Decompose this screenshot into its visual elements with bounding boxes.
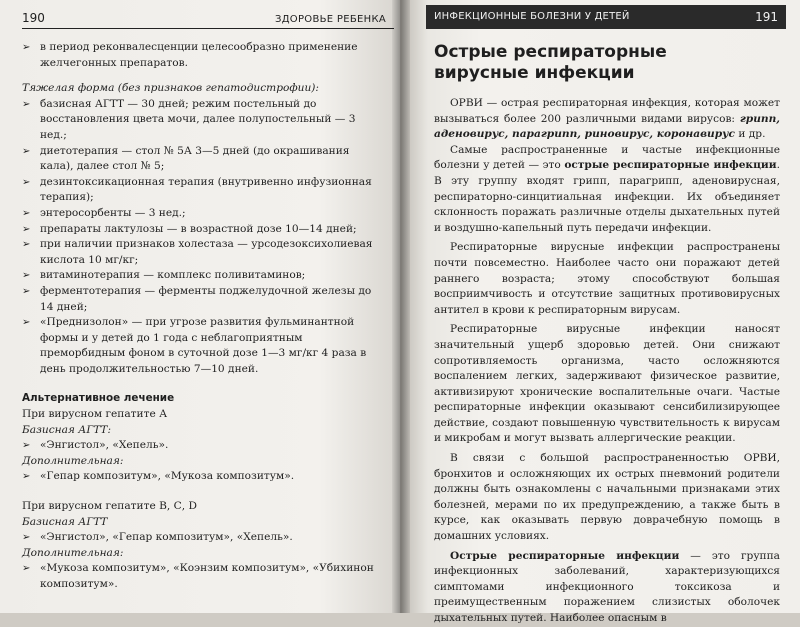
severe-bullet-text: диетотерапия — стол № 5А 3—5 дней (до окрашивания кала), далее стол № 5;: [40, 144, 350, 173]
arrow-bullet-icon: ➢: [22, 223, 31, 235]
severe-bullet: [22, 206, 374, 222]
severe-bullet-text: витаминотерапия — комплекс поливитаминов;: [40, 269, 306, 282]
book-gutter: [392, 0, 410, 613]
right-page-number: 191: [755, 10, 778, 24]
hepatitis-a-basic-item: [22, 438, 374, 454]
paragraph-6-text: — это группа инфекционных заболеваний, характеризующихся симптомами инфекционного токсикоза и преимущественным поражением слизистых оболочек дыхательных путей. Наиболее опасным в: [434, 549, 780, 624]
left-page-number: 190: [22, 11, 45, 25]
arrow-bullet-icon: ➢: [22, 317, 31, 329]
hepatitis-bcd-extra-label: Дополнительная:: [22, 546, 124, 559]
hepatitis-a-extra-text: «Гепар композитум», «Мукоза композитум».: [40, 470, 295, 483]
hepatitis-bcd-extra-text: «Мукоза композитум», «Коэнзим композитум», «Убихинон композитум».: [40, 562, 374, 590]
arrow-bullet-icon: ➢: [22, 285, 31, 297]
virus-list: грипп, аденовирус, парагрипп, риновирус, коронавирус: [434, 112, 780, 141]
left-page: [0, 0, 400, 613]
alternative-treatment-heading: Альтернативное лечение: [22, 392, 175, 405]
severe-bullet-text: «Преднизолон» — при угрозе развития фульминантной формы и у детей до 1 года с неблагоприятным преморбидным фоном в суточной дозе 1—3 мг/кг 4 раза в день продолжительностью 7—10 дней.: [40, 316, 367, 375]
right-page-content: [434, 40, 780, 627]
arrow-bullet-icon: ➢: [22, 471, 31, 483]
left-running-head: ЗДОРОВЬЕ РЕБЕНКА: [274, 14, 386, 25]
paragraph-6: [434, 549, 780, 627]
severe-bullet-text: при наличии признаков холестаза — урсодезоксихолиевая кислота 10 мг/кг;: [40, 238, 373, 266]
hepatitis-bcd-basic-text: «Энгистол», «Гепар композитум», «Хепель».: [40, 531, 293, 544]
arrow-bullet-icon: ➢: [22, 98, 31, 110]
right-running-head: ИНФЕКЦИОННЫЕ БОЛЕЗНИ У ДЕТЕЙ: [434, 11, 630, 22]
hepatitis-a-extra-label: Дополнительная:: [22, 454, 124, 467]
right-page: [400, 0, 800, 624]
hepatitis-bcd-basic-item: [22, 530, 374, 546]
severe-bullet: [22, 97, 374, 144]
severe-bullet-text: дезинтоксикационная терапия (внутривенно инфузионная терапия);: [40, 175, 372, 204]
paragraph-2-emphasis: острые респираторные инфекции: [564, 159, 777, 172]
paragraph-4: Респираторные вирусные инфекции наносят значительный ущерб здоровью детей. Они снижают сопротивляемость организма, часто осложняются воспалением легких, задерживают физическое развитие, активизируют хронические воспалительные очаги. Частые респираторные инфекции оказывают сенсибилизирующее действие, создают повышенную чувствительность к вирусам и микробам и могут вызвать аллергические реакции.: [434, 323, 780, 445]
hepatitis-bcd-extra-item: [22, 561, 374, 592]
severe-bullet: [22, 237, 374, 268]
severe-bullet: [22, 144, 374, 175]
hepatitis-a-heading: При вирусном гепатите А: [22, 408, 168, 421]
paragraph-3: Респираторные вирусные инфекции распространены почти повсеместно. Наиболее часто они поражают детей раннего возраста; этому способствуют большая восприимчивость и отсутствие защитных противовирусных антител в крови к респираторным вирусам.: [434, 241, 780, 316]
paragraph-5: В связи с большой распространенностью ОРВИ, бронхитов и осложняющих их острых пневмоний родители должны быть ознакомлены с начальными признаками этих болезней, мерами по их предупреждению, а также быть в курсе, как оказывать первую доврачебную помощь в домашних условиях.: [434, 452, 780, 543]
chapter-title: [434, 42, 780, 84]
paragraph-1-tail: и др.: [734, 128, 766, 141]
severe-bullet-text: базисная АГТТ — 30 дней; режим постельный до восстановления цвета мочи, далее полупостельный — 3 нед.;: [40, 97, 356, 141]
paragraph-2-end: . В эту группу входят грипп, парагрипп, аденовирусная, респираторно-синцитиальная инфекции. Их объединяет склонность поражать различные отделы дыхательных путей и воздушно-капельный путь передачи инфекции.: [434, 159, 780, 234]
hepatitis-bcd-heading: При вирусном гепатите В, С, D: [22, 500, 197, 513]
arrow-bullet-icon: ➢: [22, 440, 31, 452]
arrow-bullet-icon: ➢: [22, 239, 31, 251]
arrow-bullet-icon: ➢: [22, 532, 31, 544]
severe-bullet: [22, 268, 374, 284]
arrow-bullet-icon: ➢: [22, 207, 31, 219]
hepatitis-a-basic-label: Базисная АГТТ:: [22, 423, 112, 436]
right-running-header: [426, 5, 786, 29]
hepatitis-a-basic-text: «Энгистол», «Хепель».: [40, 439, 169, 452]
paragraph-1-text: ОРВИ — острая респираторная инфекция, которая может вызываться более 200 различными видами вирусов:: [434, 97, 780, 125]
intro-bullet-text: в период реконвалесценции целесообразно применение желчегонных препаратов.: [40, 41, 358, 69]
chapter-title-line-2: вирусные инфекции: [434, 63, 635, 83]
arrow-bullet-icon: ➢: [22, 563, 31, 575]
severe-form-heading: Тяжелая форма (без признаков гепатодистрофии):: [22, 82, 320, 95]
severe-bullet-text: препараты лактулозы — в возрастной дозе 10—14 дней;: [40, 222, 357, 235]
paragraph-2-start: Самые распространенные и частые инфекционные болезни у детей — это: [434, 143, 780, 172]
severe-bullet: [22, 175, 374, 206]
chapter-title-line-1: Острые респираторные: [434, 42, 667, 62]
severe-bullet: [22, 284, 374, 315]
left-running-header: [22, 6, 394, 29]
severe-bullet-text: энтеросорбенты — 3 нед.;: [40, 206, 186, 219]
arrow-bullet-icon: ➢: [22, 145, 31, 157]
arrow-bullet-icon: ➢: [22, 176, 31, 188]
left-page-content: [22, 40, 374, 593]
arrow-bullet-icon: ➢: [22, 270, 31, 282]
hepatitis-a-extra-item: [22, 469, 374, 485]
intro-bullet: [22, 40, 374, 71]
paragraph-2: [434, 143, 780, 237]
severe-bullet: [22, 315, 374, 377]
paragraph-6-emphasis: Острые респираторные инфекции: [450, 549, 680, 562]
paragraph-1: [434, 96, 780, 143]
severe-bullet-text: ферментотерапия — ферменты поджелудочной железы до 14 дней;: [40, 284, 372, 313]
hepatitis-bcd-basic-label: Базисная АГТТ: [22, 515, 108, 528]
arrow-bullet-icon: ➢: [22, 42, 31, 53]
severe-bullet: [22, 222, 374, 238]
